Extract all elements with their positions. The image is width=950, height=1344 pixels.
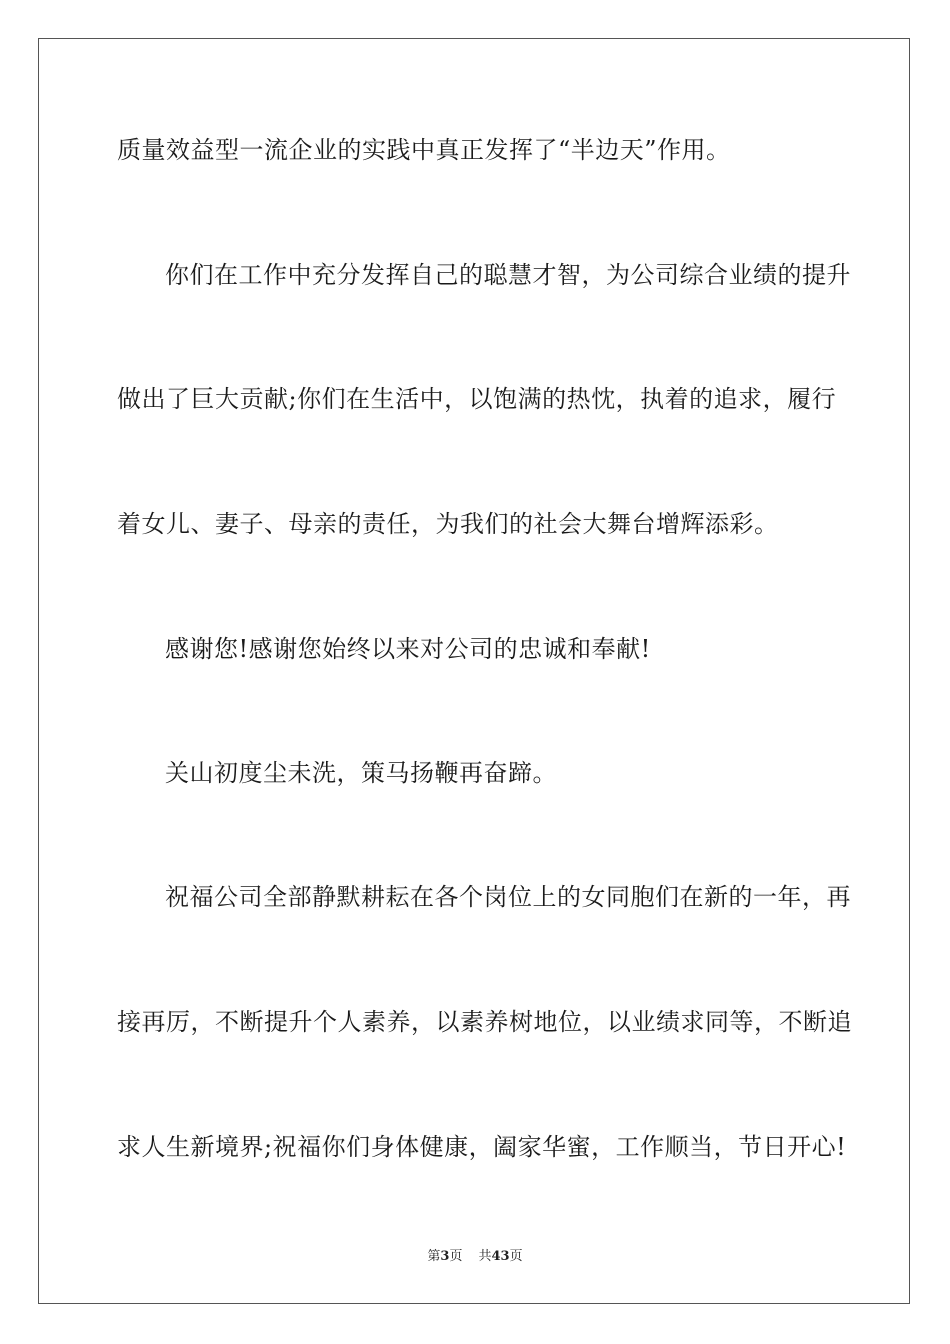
paragraph-line-6: 关山初度尘未洗，策马扬鞭再奋蹄。 <box>165 759 557 787</box>
paragraph-line-4: 着女儿、妻子、母亲的责任，为我们的社会大舞台增辉添彩。 <box>117 510 779 538</box>
paragraph-line-5: 感谢您!感谢您始终以来对公司的忠诚和奉献! <box>165 635 651 663</box>
total-prefix: 共 <box>478 1249 492 1264</box>
page-border <box>38 38 910 1304</box>
paragraph-line-3: 做出了巨大贡献;你们在生活中，以饱满的热忱，执着的追求，履行 <box>117 385 837 413</box>
page-suffix: 页 <box>449 1249 463 1264</box>
page-footer <box>0 1248 950 1266</box>
paragraph-line-1: 质量效益型一流企业的实践中真正发挥了“半边天”作用。 <box>117 136 731 164</box>
total-suffix: 页 <box>509 1249 523 1264</box>
paragraph-line-7: 祝福公司全部静默耕耘在各个岗位上的女同胞们在新的一年，再 <box>165 883 851 911</box>
page-prefix: 第 <box>427 1249 441 1264</box>
paragraph-line-8: 接再厉，不断提升个人素养，以素养树地位，以业绩求同等，不断追 <box>117 1008 852 1036</box>
paragraph-line-2: 你们在工作中充分发挥自己的聪慧才智，为公司综合业绩的提升 <box>165 261 851 289</box>
total-pages: 43 <box>491 1249 510 1264</box>
page-number: 3 <box>440 1249 450 1264</box>
paragraph-line-9: 求人生新境界;祝福你们身体健康，阖家华蜜，工作顺当，节日开心! <box>117 1133 847 1161</box>
